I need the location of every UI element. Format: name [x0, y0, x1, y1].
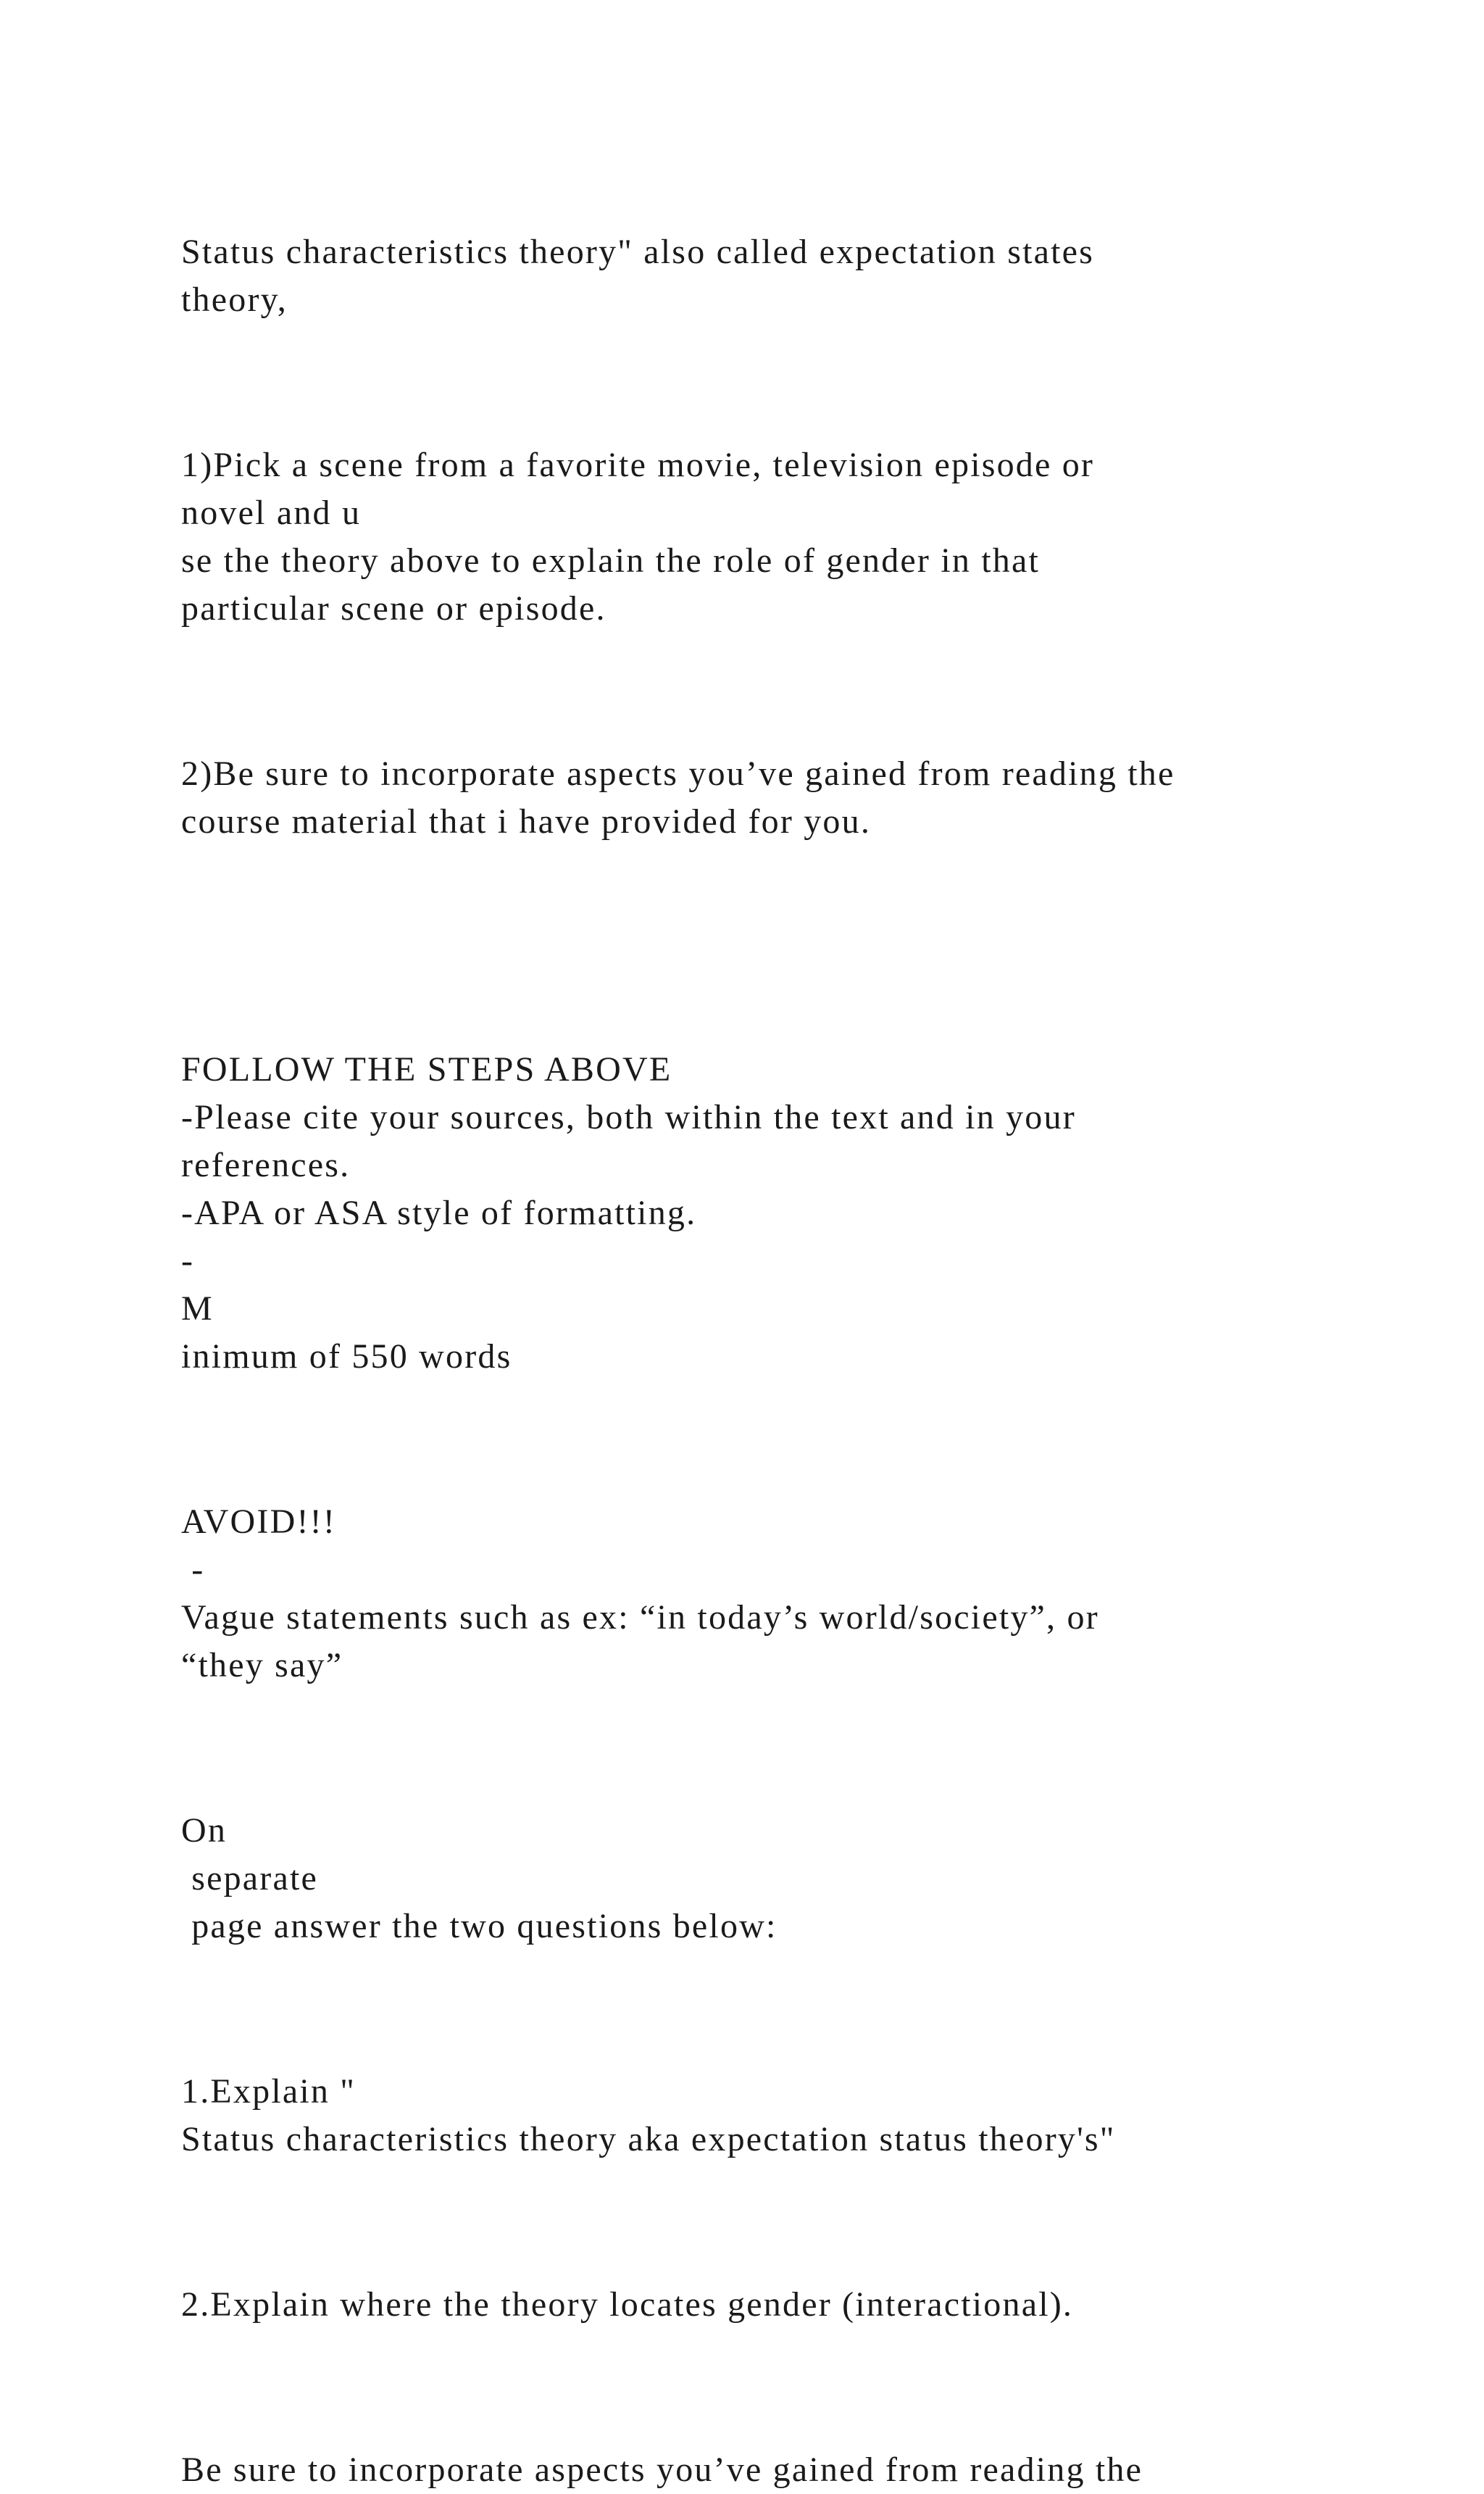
text-line: 1)Pick a scene from a favorite movie, television episode or [181, 446, 1095, 484]
text-line: se the theory above to explain the role of gender in that [181, 541, 1041, 580]
text-line: inimum of 550 words [181, 1337, 512, 1376]
blank-line [181, 2198, 1413, 2246]
text-line: Status characteristics theory aka expectation status theory's" [181, 2120, 1116, 2158]
text-line: - [181, 1242, 195, 1280]
text-line: particular scene or episode. [181, 589, 606, 628]
blank-line [181, 359, 1413, 407]
text-line: -APA or ASA style of formatting. [181, 1194, 697, 1232]
text-line: - [181, 1550, 205, 1589]
blank-line [181, 1985, 1413, 2033]
text-line: FOLLOW THE STEPS ABOVE [181, 1050, 672, 1089]
text-line: course material that i have provided for you. [181, 802, 872, 841]
text-line: On [181, 1811, 228, 1850]
text-line: M [181, 1289, 214, 1328]
text-line: 1.Explain " [181, 2072, 357, 2111]
blank-line [181, 963, 1413, 1011]
text-line: Status characteristics theory" also called expectation states [181, 233, 1095, 271]
text-line: “they say” [181, 1646, 343, 1684]
text-line: AVOID!!! [181, 1502, 337, 1541]
text-line: separate [181, 1859, 319, 1897]
blank-line [181, 1416, 1413, 1463]
text-line: Vague statements such as ex: “in today’s world/society”, or [181, 1598, 1099, 1637]
text-line: references. [181, 1146, 351, 1184]
text-line: 2.Explain where the theory locates gender (interactional). [181, 2285, 1074, 2324]
text-line: Be sure to incorporate aspects you’ve gained from reading the [181, 2451, 1143, 2489]
blank-line [181, 1724, 1413, 1772]
text-line: 2)Be sure to incorporate aspects you’ve gained from reading the [181, 755, 1175, 793]
text-line: novel and u [181, 494, 362, 532]
blank-line [181, 2364, 1413, 2411]
document-body [181, 228, 1413, 2494]
blank-line [181, 668, 1413, 715]
blank-line [181, 881, 1413, 928]
text-line: theory, [181, 280, 288, 319]
text-line: page answer the two questions below: [181, 1907, 778, 1945]
text-line: -Please cite your sources, both within the text and in your [181, 1098, 1076, 1136]
